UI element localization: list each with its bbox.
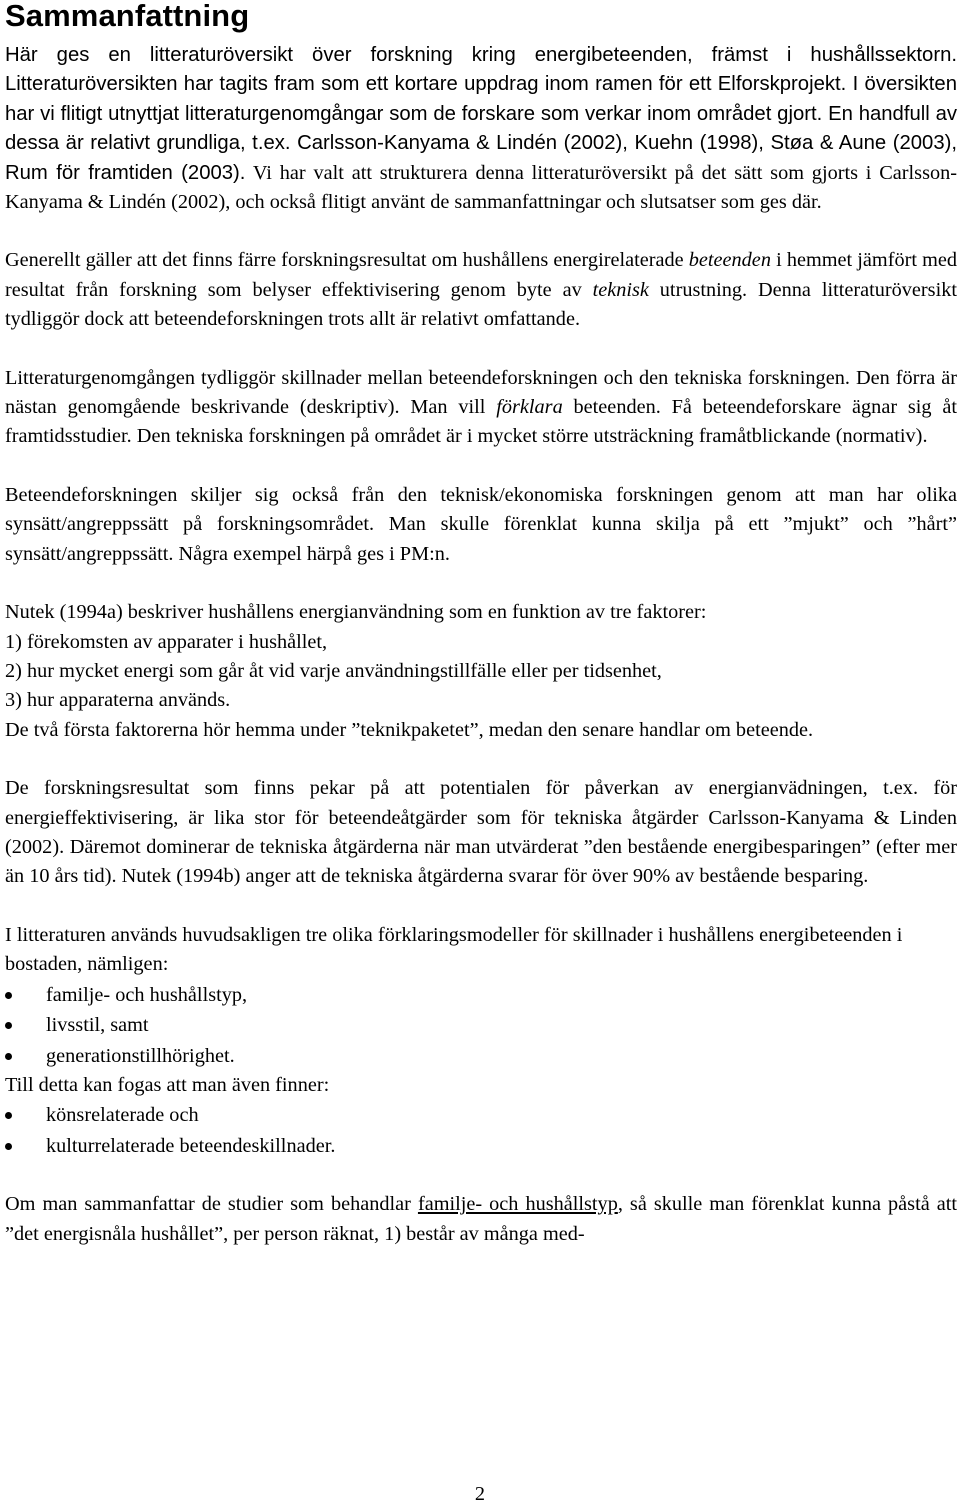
paragraph-nutek: [5, 598, 957, 745]
list-item-text: kulturrelaterade beteendeskillnader.: [46, 1134, 336, 1157]
nutek-line: 3) hur apparaterna används.: [5, 689, 231, 712]
list-item-text: livsstil, samt: [46, 1014, 149, 1037]
emphasis-beteenden: beteenden: [688, 249, 771, 272]
paragraph-gap: [5, 335, 957, 364]
bullet-icon: [5, 1022, 12, 1029]
text-run: i hemmet jämfört med resultat från forskning som belyser effektivisering genom byte av: [5, 249, 958, 301]
paragraph-gap: [5, 1161, 957, 1190]
intro-paragraph: [5, 41, 957, 217]
emphasis-teknisk: teknisk: [592, 278, 649, 301]
paragraph-forklaringsmodeller: I litteraturen används huvudsakligen tre olika förklaringsmodeller för skillnader i hushållens energibeteenden i bostaden, nämligen:: [5, 923, 903, 976]
page-number: 2: [474, 1483, 486, 1505]
nutek-line: 2) hur mycket energi som går åt vid varje användningstillfälle eller per tidsenhet,: [5, 659, 662, 682]
text-run: utrustning. Denna litteraturöversikt tydliggör dock att beteendeforskningen trots allt är relativt omfattande.: [5, 278, 957, 331]
emphasis-forklara: förklara: [496, 396, 563, 419]
bullet-icon: [5, 1053, 12, 1060]
paragraph-gap: [5, 452, 957, 481]
document-page: [5, 0, 957, 1249]
paragraph-till-detta: Till detta kan fogas att man även finner:: [5, 1074, 330, 1097]
paragraph-sammanfattar: [5, 1190, 957, 1249]
text-run: Litteraturgenomgången tydliggör skillnader mellan beteendeforskningen och den tekniska forskningen. Den förra är nästan genomgående beskrivande (deskriptiv). Man vill: [5, 366, 957, 419]
text-run: , så skulle man förenklat kunna påstå att ”det energisnåla hushållet”, per person räknat, 1) består av många med-: [5, 1193, 957, 1245]
paragraph-gap: [5, 217, 957, 246]
paragraph-gap: [5, 892, 957, 921]
intro-serif-text: Vi har valt att strukturera denna litteraturöversikt på det sätt som gjorts i Carlsson-Kanyama & Lindén (2002), och också flitigt använt de sammanfattningar och slutsatser som ges där.: [5, 161, 957, 214]
list-item-text: könsrelaterade och: [46, 1104, 199, 1127]
paragraph-gap: [5, 745, 957, 774]
intro-sans-text: Här ges en litteraturöversikt över forskning kring energibeteenden, främst i hushållssektorn. Litteraturöversikten har tagits fram som ett kortare uppdrag inom ramen för ett Elforskprojekt. I översikten har vi flitigt utnyttjat litteraturgenomgångar som de forskare som verkar inom området gjort. En handfull av dessa är relativt grundliga, t.ex. Carlsson-Kanyama & Lindén (2002), Kuehn (1998), Støa & Aune (2003), Rum för framtiden (2003).: [5, 44, 957, 184]
nutek-line: Nutek (1994a) beskriver hushållens energianvändning som en funktion av tre faktorer:: [5, 601, 707, 624]
text-run: beteenden. Få beteendeforskare ägnar sig åt framtidsstudier. Den tekniska forskningen på området är i mycket större utsträckning framåtblickande (normativ).: [5, 396, 958, 448]
text-run: Om man sammanfattar de studier som behandlar: [5, 1193, 418, 1216]
underlined-term: familje- och hushållstyp: [417, 1193, 618, 1216]
list-item: [5, 980, 957, 1011]
nutek-closing: De två första faktorerna hör hemma under ”teknikpaketet”, medan den senare handlar om beteende.: [5, 718, 814, 741]
list-item: [5, 1131, 957, 1162]
bullet-list-differences: [5, 1100, 957, 1161]
bullet-list-models: [5, 980, 957, 1072]
paragraph-generellt: [5, 246, 957, 334]
paragraph-gap: [5, 569, 957, 598]
bullet-icon: [5, 1143, 12, 1150]
list-item: [5, 1010, 957, 1041]
list-item-text: generationstillhörighet.: [46, 1044, 235, 1067]
list-item-text: familje- och hushållstyp,: [46, 983, 248, 1006]
bullet-icon: [5, 1112, 12, 1119]
page-title: Sammanfattning: [5, 0, 250, 33]
paragraph-forskningsresultat: De forskningsresultat som finns pekar på att potentialen för påverkan av energianvädningen, t.ex. för energieffektivisering, är lika stor för beteendeåtgärder som för tekniska åtgärder Carlsson-Kanyama & Linden (2002). Däremot dominerar de tekniska åtgärderna när man utvärderat ”den bestående energibesparingen” (efter mer än 10 års tid). Nutek (1994b) anger att de tekniska åtgärderna svarar för över 90% av bestående besparing.: [5, 777, 957, 888]
list-item: [5, 1041, 957, 1072]
list-item: [5, 1100, 957, 1131]
bullet-icon: [5, 992, 12, 999]
text-run: Generellt gäller att det finns färre forskningsresultat om hushållens energirelaterade: [5, 249, 689, 272]
paragraph-beteendeforskningen: Beteendeforskningen skiljer sig också från den teknisk/ekonomiska forskningen genom att man har olika synsätt/angreppssätt på forskningsområdet. Man skulle förenklat kunna skilja på ett ”mjukt” och ”hårt” synsätt/angreppssätt. Några exempel härpå ges i PM:n.: [5, 483, 957, 565]
nutek-line: 1) förekomsten av apparater i hushållet,: [5, 630, 328, 653]
paragraph-litteraturgenomgangen: [5, 364, 957, 452]
